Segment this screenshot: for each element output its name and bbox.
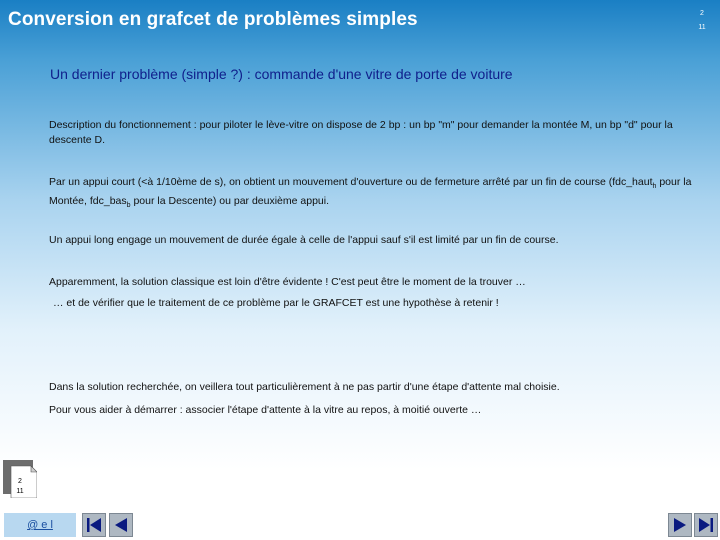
subscript-b: b bbox=[126, 202, 131, 210]
short-press-text-a: Par un appui court (<à 1/10ème de s), on obtient un mouvement d'ouverture ou de fermeture arrêté par un fin de course (fdc_haut bbox=[49, 176, 653, 188]
classic-solution-paragraph: Apparemment, la solution classique est loin d'être évidente ! C'est peut être le moment de la trouver … bbox=[49, 276, 526, 288]
first-page-icon bbox=[83, 514, 105, 536]
subscript-h: h bbox=[652, 183, 657, 191]
doc-current-page: 2 bbox=[18, 478, 22, 485]
grafcet-hypothesis-paragraph: … et de vérifier que le traitement de ce problème par le GRAFCET est une hypothèse à retenir ! bbox=[53, 297, 499, 309]
description-paragraph: Description du fonctionnement : pour piloter le lève-vitre on dispose de 2 bp : un bp "m" pour demander la montée M, un bp "d" pour la descente D. bbox=[49, 119, 673, 146]
doc-total-pages: 11 bbox=[16, 488, 24, 495]
section-subtitle: Un dernier problème (simple ?) : commande d'une vitre de porte de voiture bbox=[50, 66, 513, 82]
first-page-button[interactable] bbox=[82, 513, 106, 537]
short-press-text-b: pour la Montée, fdc_bas bbox=[49, 176, 692, 208]
next-page-icon bbox=[669, 514, 691, 536]
page-title: Conversion en grafcet de problèmes simples bbox=[8, 9, 418, 30]
short-press-paragraph bbox=[49, 175, 699, 213]
total-page-number: 11 bbox=[698, 24, 706, 31]
current-page-number: 2 bbox=[700, 10, 704, 17]
home-link[interactable]: @ e l bbox=[4, 513, 76, 537]
long-press-paragraph: Un appui long engage un mouvement de durée égale à celle de l'appui sauf s'il est limité par un fin de course. bbox=[49, 234, 559, 246]
previous-page-icon bbox=[110, 514, 132, 536]
next-page-button[interactable] bbox=[668, 513, 692, 537]
previous-page-button[interactable] bbox=[109, 513, 133, 537]
waiting-step-paragraph: Dans la solution recherchée, on veillera tout particulièrement à ne pas partir d'une étape d'attente mal choisie. bbox=[49, 381, 560, 393]
hint-paragraph: Pour vous aider à démarrer : associer l'étape d'attente à la vitre au repos, à moitié ouverte … bbox=[49, 404, 482, 416]
last-page-button[interactable] bbox=[694, 513, 718, 537]
last-page-icon bbox=[695, 514, 717, 536]
short-press-text-c: pour la Descente) ou par deuxième appui. bbox=[130, 195, 330, 208]
